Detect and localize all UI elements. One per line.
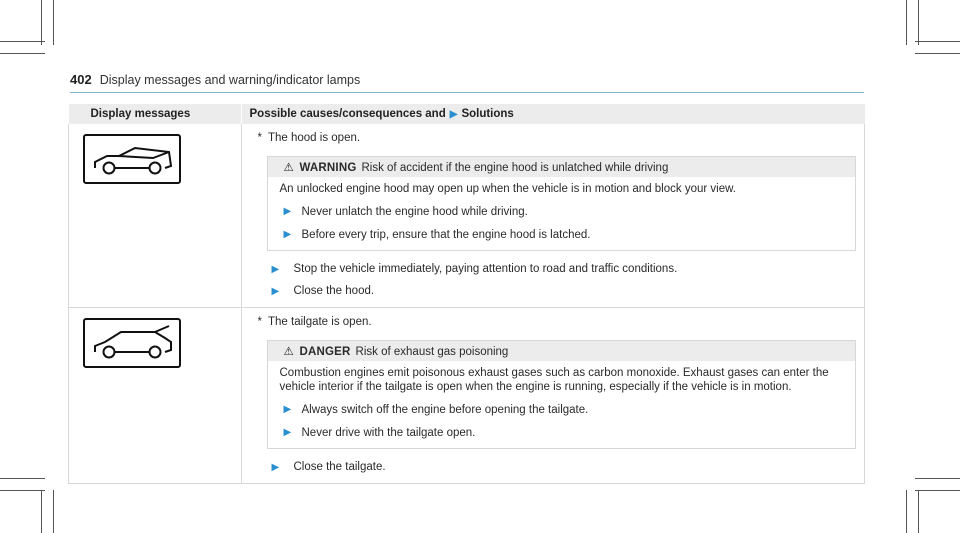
- notice-title: Risk of accident if the engine hood is unlatched while driving: [361, 162, 669, 174]
- message-icon-cell: [69, 124, 242, 308]
- notice-header: [268, 157, 856, 177]
- arrow-icon: ▶: [283, 404, 292, 415]
- solution-step: [267, 263, 857, 277]
- col-header-causes-solutions: [241, 104, 865, 124]
- notice-keyword: DANGER: [299, 346, 351, 358]
- crop-mark: [0, 53, 45, 54]
- cause-label: The hood is open.: [267, 132, 361, 144]
- notice-body: [268, 177, 856, 250]
- arrow-icon: ▶: [283, 229, 292, 240]
- notice-step: [280, 205, 844, 219]
- crop-mark: [0, 41, 45, 42]
- arrow-icon: ▶: [283, 206, 292, 217]
- notice-step-text: Before every trip, ensure that the engine hood is latched.: [301, 229, 591, 241]
- notice-step: [280, 426, 844, 440]
- crop-mark: [41, 490, 42, 533]
- crop-mark: [41, 0, 42, 45]
- cause-label: The tailgate is open.: [267, 316, 372, 328]
- crop-mark: [915, 53, 960, 54]
- page-header: [70, 72, 864, 90]
- col-header-causes-label: Possible causes/consequences and: [249, 108, 446, 120]
- crop-mark: [906, 490, 907, 533]
- crop-mark: [915, 490, 960, 491]
- solution-step: [267, 285, 857, 299]
- col-header-solutions-label: Solutions: [461, 108, 514, 120]
- notice-body: [268, 361, 856, 448]
- message-icon-cell: [69, 308, 242, 484]
- table-row: [69, 308, 865, 484]
- notice-step-text: Always switch off the engine before opening the tailgate.: [301, 404, 589, 416]
- cause-text: [258, 132, 857, 144]
- car-tailgate-open-icon: [83, 318, 181, 368]
- causes-solutions-cell: [241, 124, 865, 308]
- notice-keyword: WARNING: [299, 162, 357, 174]
- crop-mark: [53, 490, 54, 533]
- crop-mark: [906, 0, 907, 45]
- crop-mark: [915, 478, 960, 479]
- arrow-icon: ▶: [449, 109, 458, 120]
- arrow-icon: ▶: [271, 462, 280, 473]
- asterisk: *: [257, 316, 262, 328]
- arrow-icon: ▶: [283, 427, 292, 438]
- display-messages-table: [68, 104, 865, 484]
- warning-triangle-icon: ⚠: [283, 346, 294, 358]
- warning-triangle-icon: ⚠: [283, 162, 294, 174]
- table-row: [69, 124, 865, 308]
- arrow-icon: ▶: [271, 286, 280, 297]
- danger-notice: [267, 340, 857, 449]
- notice-text: Combustion engines emit poisonous exhaust gases such as carbon monoxide. Exhaust gases can enter the vehicle interior if the tailgate is open when the engine is running, especially if the vehicle is in motion.: [279, 367, 829, 393]
- notice-step-text: Never drive with the tailgate open.: [301, 427, 476, 439]
- col-header-display-messages: Display messages: [69, 104, 242, 124]
- solution-text: Stop the vehicle immediately, paying attention to road and traffic conditions.: [293, 263, 678, 275]
- solution-text: Close the hood.: [293, 285, 375, 297]
- crop-mark: [0, 478, 45, 479]
- arrow-icon: ▶: [271, 264, 280, 275]
- crop-mark: [918, 490, 919, 533]
- solution-text: Close the tailgate.: [293, 461, 386, 473]
- cause-text: [258, 316, 857, 328]
- crop-mark: [53, 0, 54, 45]
- page-title: Display messages and warning/indicator lamps: [99, 73, 361, 87]
- table-header-row: [69, 104, 865, 124]
- causes-solutions-cell: [241, 308, 865, 484]
- page-number: 402: [70, 72, 92, 87]
- header-divider: [70, 92, 864, 93]
- crop-mark: [918, 0, 919, 45]
- notice-title: Risk of exhaust gas poisoning: [355, 346, 509, 358]
- car-hood-open-icon: [83, 134, 181, 184]
- notice-step: [280, 228, 844, 242]
- asterisk: *: [257, 132, 262, 144]
- warning-notice: [267, 156, 857, 251]
- notice-header: [268, 341, 856, 361]
- notice-text: An unlocked engine hood may open up when the vehicle is in motion and block your view.: [279, 183, 736, 195]
- crop-mark: [915, 41, 960, 42]
- crop-mark: [0, 490, 45, 491]
- notice-step-text: Never unlatch the engine hood while driving.: [301, 206, 528, 218]
- notice-step: [280, 403, 844, 417]
- solution-step: [267, 461, 857, 475]
